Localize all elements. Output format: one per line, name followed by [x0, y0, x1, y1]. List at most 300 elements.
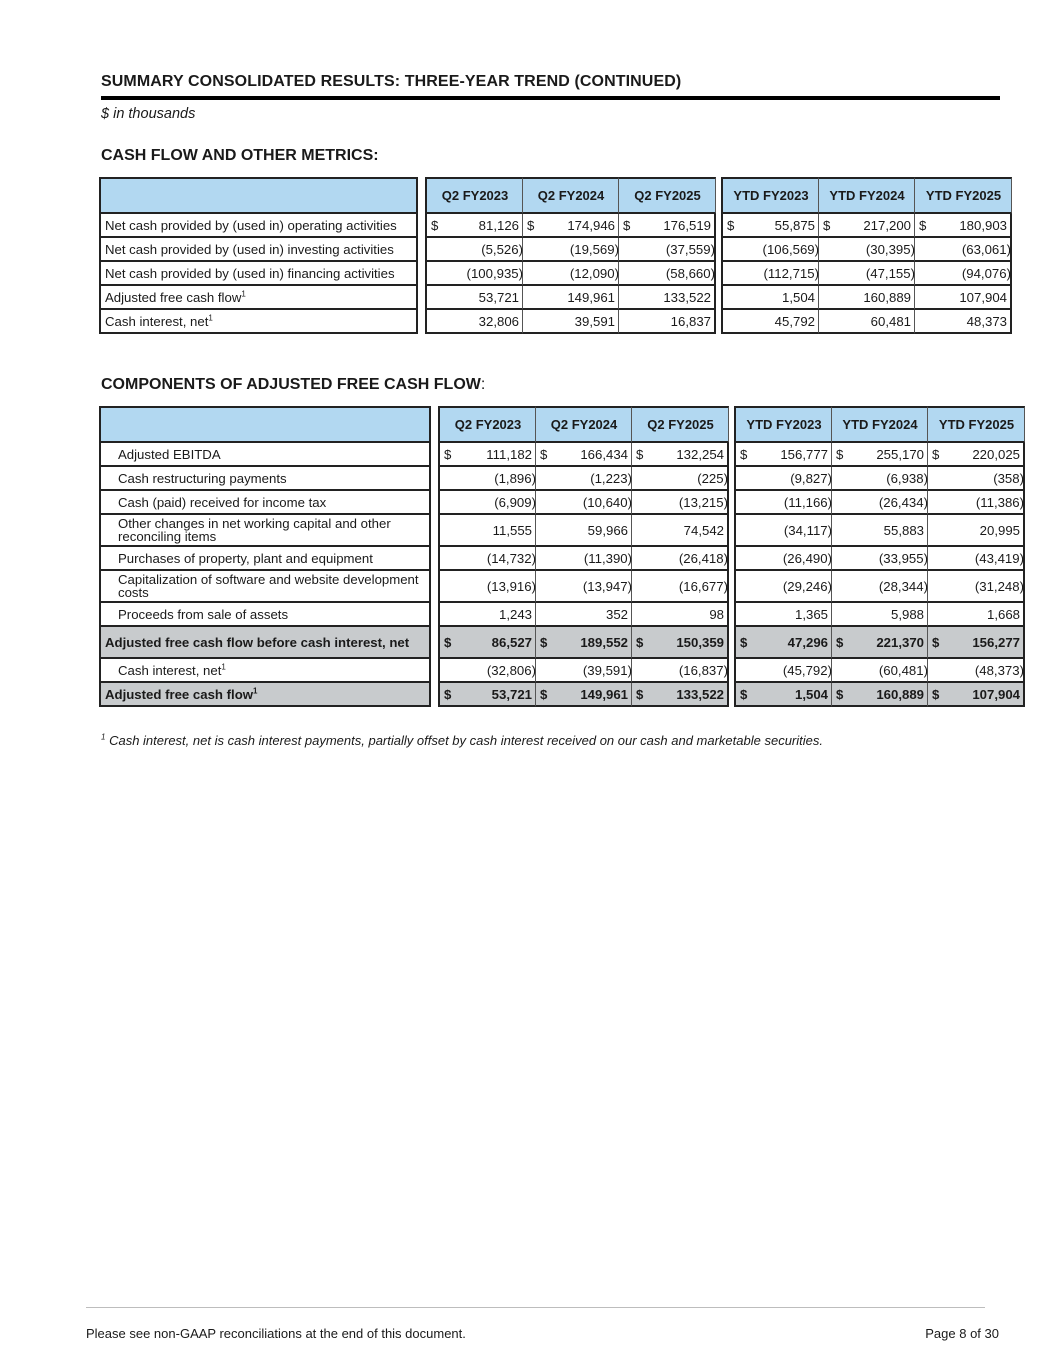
currency-symbol: $: [527, 217, 535, 233]
cell-value: (33,955): [878, 550, 928, 566]
row-label: [99, 571, 431, 603]
value-cell: [619, 214, 716, 238]
cell-value: 81,126: [478, 217, 519, 233]
currency-symbol: $: [740, 686, 748, 702]
row-label: [99, 286, 418, 310]
row-label-text: Other changes in net working capital and other reconciling items: [118, 516, 391, 544]
currency-symbol: $: [431, 217, 439, 233]
currency-symbol: $: [540, 686, 548, 702]
cell-value: (11,166): [783, 494, 832, 510]
column-gap: [431, 443, 438, 467]
value-cell: [928, 571, 1025, 603]
column-gap: [418, 177, 425, 214]
column-header: YTD FY2025: [928, 406, 1025, 443]
cell-value: (100,935): [466, 265, 523, 281]
currency-symbol: $: [444, 634, 452, 650]
row-label: [99, 214, 418, 238]
value-cell: [536, 627, 632, 659]
value-cell: [632, 467, 729, 491]
cell-value: (26,434): [878, 494, 928, 510]
cell-value: 133,522: [676, 686, 724, 702]
components-table: [99, 406, 1025, 707]
cell-value: 1,243: [498, 606, 532, 622]
value-cell: [619, 238, 716, 262]
currency-symbol: $: [727, 217, 735, 233]
components-section-title: [101, 376, 485, 394]
value-cell: [438, 467, 536, 491]
table-row: [99, 603, 1025, 627]
cell-value: 150,359: [676, 634, 724, 650]
cell-value: 156,777: [780, 446, 828, 462]
cell-value: (16,677): [678, 578, 728, 594]
value-cell: [915, 286, 1012, 310]
value-cell: [438, 571, 536, 603]
row-label-text: Adjusted EBITDA: [118, 446, 221, 462]
value-cell: [819, 238, 915, 262]
table-row: [99, 659, 1025, 683]
value-cell: [438, 603, 536, 627]
cell-value: 107,904: [959, 289, 1007, 305]
column-gap: [418, 214, 425, 238]
currency-symbol: $: [932, 686, 940, 702]
footnote-marker: 1: [101, 732, 106, 742]
cash-flow-metrics-table: [99, 177, 1012, 334]
cell-value: 107,904: [972, 686, 1020, 702]
value-cell: [632, 515, 729, 547]
cell-value: (10,640): [582, 494, 632, 510]
row-label-text: Proceeds from sale of assets: [118, 606, 289, 622]
table-header-row: [99, 406, 1025, 443]
row-label-text: Adjusted free cash flow: [105, 686, 254, 702]
value-cell: [928, 627, 1025, 659]
cell-value: 20,995: [979, 522, 1020, 538]
column-header: Q2 FY2023: [425, 177, 523, 214]
cell-value: 111,182: [486, 446, 532, 462]
currency-symbol: $: [540, 446, 548, 462]
value-cell: [721, 214, 819, 238]
value-cell: [832, 467, 928, 491]
cell-value: 1,504: [781, 289, 815, 305]
value-cell: [734, 627, 832, 659]
cell-value: (1,223): [590, 470, 632, 486]
cell-value: 11,555: [492, 522, 532, 538]
value-cell: [438, 659, 536, 683]
row-label: [99, 467, 431, 491]
cell-value: (13,916): [486, 578, 536, 594]
value-cell: [632, 683, 729, 707]
cell-value: 86,527: [491, 634, 532, 650]
table-row: [99, 547, 1025, 571]
table-row: [99, 491, 1025, 515]
cell-value: (48,373): [974, 662, 1024, 678]
cell-value: (30,395): [865, 241, 915, 257]
cell-value: (12,090): [569, 265, 619, 281]
cell-value: 47,296: [787, 634, 828, 650]
currency-symbol: $: [740, 446, 748, 462]
value-cell: [832, 443, 928, 467]
footer-divider: [86, 1307, 985, 1308]
value-cell: [536, 443, 632, 467]
cell-value: 180,903: [959, 217, 1007, 233]
cell-value: (5,526): [481, 241, 523, 257]
value-cell: [425, 310, 523, 334]
cell-value: (6,909): [494, 494, 536, 510]
value-cell: [425, 286, 523, 310]
row-label: [99, 547, 431, 571]
row-label-text: Net cash provided by (used in) operating activities: [105, 217, 397, 233]
cell-value: 160,889: [863, 289, 911, 305]
value-cell: [928, 603, 1025, 627]
table-row: [99, 262, 1012, 286]
cell-value: (19,569): [569, 241, 619, 257]
row-label: [99, 515, 431, 547]
row-label: [99, 491, 431, 515]
column-header: YTD FY2023: [721, 177, 819, 214]
cell-value: 1,365: [794, 606, 828, 622]
cell-value: 221,370: [876, 634, 924, 650]
cell-value: (13,947): [582, 578, 632, 594]
cash-flow-section-title: CASH FLOW AND OTHER METRICS:: [101, 147, 379, 164]
column-header: YTD FY2025: [915, 177, 1012, 214]
value-cell: [832, 547, 928, 571]
column-header: Q2 FY2025: [619, 177, 716, 214]
value-cell: [832, 515, 928, 547]
footnote: [101, 733, 823, 748]
cell-value: 1,668: [986, 606, 1020, 622]
column-gap: [431, 547, 438, 571]
cell-value: (1,896): [494, 470, 536, 486]
currency-symbol: $: [836, 634, 844, 650]
value-cell: [734, 443, 832, 467]
cell-value: 39,591: [574, 313, 615, 329]
column-header: Q2 FY2024: [523, 177, 619, 214]
cell-value: (39,591): [582, 662, 632, 678]
value-cell: [832, 571, 928, 603]
value-cell: [832, 491, 928, 515]
value-cell: [734, 515, 832, 547]
table-row: [99, 286, 1012, 310]
table-row: [99, 627, 1025, 659]
row-label: [99, 310, 418, 334]
column-header: YTD FY2024: [832, 406, 928, 443]
cell-value: 48,373: [966, 313, 1007, 329]
column-gap: [431, 683, 438, 707]
value-cell: [832, 659, 928, 683]
currency-symbol: $: [740, 634, 748, 650]
value-cell: [734, 491, 832, 515]
cell-value: (16,837): [678, 662, 728, 678]
column-gap: [431, 406, 438, 443]
components-section-title-text: COMPONENTS OF ADJUSTED FREE CASH FLOW: [101, 376, 481, 393]
cell-value: 60,481: [870, 313, 911, 329]
cell-value: 352: [605, 606, 628, 622]
cell-value: 59,966: [587, 522, 628, 538]
row-label-text: Net cash provided by (used in) investing activities: [105, 241, 394, 257]
value-cell: [536, 547, 632, 571]
currency-symbol: $: [932, 634, 940, 650]
cell-value: (26,490): [782, 550, 832, 566]
value-cell: [425, 238, 523, 262]
value-cell: [438, 627, 536, 659]
cell-value: (112,715): [763, 265, 819, 281]
table-row: [99, 214, 1012, 238]
value-cell: [632, 659, 729, 683]
footnote-ref: 1: [221, 662, 226, 672]
cell-value: 189,552: [580, 634, 628, 650]
cell-value: 98: [709, 606, 724, 622]
value-cell: [928, 659, 1025, 683]
cell-value: (63,061): [961, 241, 1011, 257]
cell-value: 166,434: [580, 446, 628, 462]
cell-value: 174,946: [567, 217, 615, 233]
currency-symbol: $: [444, 446, 452, 462]
value-cell: [832, 683, 928, 707]
value-cell: [721, 262, 819, 286]
value-cell: [734, 547, 832, 571]
cell-value: 160,889: [876, 686, 924, 702]
cell-value: 53,721: [491, 686, 532, 702]
table-row: [99, 683, 1025, 707]
row-label-text: Cash interest, net: [118, 662, 222, 678]
currency-symbol: $: [623, 217, 631, 233]
cell-value: 45,792: [774, 313, 815, 329]
value-cell: [734, 659, 832, 683]
cell-value: (47,155): [865, 265, 915, 281]
row-label: [99, 627, 431, 659]
row-label: [99, 683, 431, 707]
header-blank-cell: [99, 406, 431, 443]
row-label-text: Adjusted free cash flow before cash interest, net: [105, 634, 410, 650]
column-header: Q2 FY2024: [536, 406, 632, 443]
column-header: Q2 FY2023: [438, 406, 536, 443]
value-cell: [438, 491, 536, 515]
cell-value: (31,248): [974, 578, 1024, 594]
value-cell: [438, 443, 536, 467]
column-header: Q2 FY2025: [632, 406, 729, 443]
cell-value: 220,025: [972, 446, 1020, 462]
currency-symbol: $: [540, 634, 548, 650]
cell-value: (34,117): [783, 522, 832, 538]
row-label-text: Adjusted free cash flow: [105, 289, 242, 305]
value-cell: [832, 627, 928, 659]
value-cell: [619, 262, 716, 286]
currency-symbol: $: [636, 446, 644, 462]
cell-value: 53,721: [478, 289, 519, 305]
footnote-ref: 1: [241, 289, 246, 299]
value-cell: [632, 603, 729, 627]
value-cell: [915, 310, 1012, 334]
value-cell: [819, 262, 915, 286]
currency-symbol: $: [823, 217, 831, 233]
value-cell: [425, 214, 523, 238]
row-label-text: Cash restructuring payments: [118, 470, 287, 486]
value-cell: [523, 238, 619, 262]
currency-symbol: $: [836, 686, 844, 702]
cell-value: (43,419): [974, 550, 1024, 566]
currency-symbol: $: [444, 686, 452, 702]
cell-value: (60,481): [878, 662, 928, 678]
cell-value: 16,837: [670, 313, 711, 329]
value-cell: [832, 603, 928, 627]
value-cell: [523, 262, 619, 286]
page-number: Page 8 of 30: [925, 1326, 999, 1341]
value-cell: [425, 262, 523, 286]
row-label: [99, 443, 431, 467]
cell-value: 5,988: [890, 606, 924, 622]
row-label-text: Cash (paid) received for income tax: [118, 494, 327, 510]
row-label: [99, 659, 431, 683]
value-cell: [632, 443, 729, 467]
value-cell: [536, 571, 632, 603]
column-gap: [418, 286, 425, 310]
column-gap: [431, 659, 438, 683]
value-cell: [915, 238, 1012, 262]
value-cell: [438, 683, 536, 707]
value-cell: [536, 603, 632, 627]
value-cell: [619, 310, 716, 334]
cell-value: 176,519: [663, 217, 711, 233]
value-cell: [734, 571, 832, 603]
value-cell: [632, 627, 729, 659]
column-header: YTD FY2023: [734, 406, 832, 443]
value-cell: [915, 262, 1012, 286]
cell-value: 55,883: [883, 522, 924, 538]
cell-value: (6,938): [886, 470, 928, 486]
components-section-title-colon: :: [480, 376, 486, 393]
table-header-row: [99, 177, 1012, 214]
cell-value: (225): [697, 470, 728, 486]
value-cell: [819, 286, 915, 310]
value-cell: [928, 443, 1025, 467]
row-label-text: Capitalization of software and website development costs: [118, 572, 419, 600]
value-cell: [928, 547, 1025, 571]
table-row: [99, 467, 1025, 491]
row-label: [99, 262, 418, 286]
cell-value: 217,200: [863, 217, 911, 233]
cell-value: (29,246): [782, 578, 832, 594]
column-gap: [431, 571, 438, 603]
value-cell: [721, 286, 819, 310]
cell-value: (9,827): [790, 470, 832, 486]
cell-value: 149,961: [580, 686, 628, 702]
cell-value: 32,806: [478, 313, 519, 329]
value-cell: [523, 310, 619, 334]
cell-value: 133,522: [663, 289, 711, 305]
cell-value: (32,806): [486, 662, 536, 678]
value-cell: [721, 238, 819, 262]
cell-value: 1,504: [794, 686, 828, 702]
value-cell: [536, 659, 632, 683]
value-cell: [928, 467, 1025, 491]
column-gap: [431, 627, 438, 659]
footnote-ref: 1: [253, 686, 258, 696]
value-cell: [734, 467, 832, 491]
row-label-text: Cash interest, net: [105, 313, 209, 329]
page-title: SUMMARY CONSOLIDATED RESULTS: THREE-YEAR TREND (CONTINUED): [101, 73, 1000, 100]
column-gap: [431, 603, 438, 627]
value-cell: [721, 310, 819, 334]
cell-value: (11,390): [583, 550, 632, 566]
value-cell: [915, 214, 1012, 238]
column-gap: [431, 491, 438, 515]
table-row: [99, 571, 1025, 603]
value-cell: [523, 286, 619, 310]
row-label-text: Net cash provided by (used in) financing activities: [105, 265, 395, 281]
value-cell: [536, 683, 632, 707]
value-cell: [523, 214, 619, 238]
value-cell: [928, 515, 1025, 547]
cell-value: 132,254: [676, 446, 724, 462]
cell-value: (358): [993, 470, 1024, 486]
units-note: $ in thousands: [101, 106, 196, 122]
footer-note: Please see non-GAAP reconciliations at the end of this document.: [86, 1326, 466, 1341]
cell-value: (28,344): [878, 578, 928, 594]
table-row: [99, 515, 1025, 547]
cell-value: (14,732): [486, 550, 536, 566]
currency-symbol: $: [636, 686, 644, 702]
cell-value: (37,559): [665, 241, 715, 257]
value-cell: [734, 603, 832, 627]
cell-value: 74,542: [683, 522, 724, 538]
cell-value: (11,386): [975, 494, 1024, 510]
value-cell: [734, 683, 832, 707]
row-label-text: Purchases of property, plant and equipment: [118, 550, 373, 566]
currency-symbol: $: [919, 217, 927, 233]
value-cell: [819, 214, 915, 238]
table-row: [99, 443, 1025, 467]
column-gap: [418, 238, 425, 262]
column-gap: [418, 310, 425, 334]
cell-value: 255,170: [876, 446, 924, 462]
table-row: [99, 238, 1012, 262]
value-cell: [819, 310, 915, 334]
currency-symbol: $: [636, 634, 644, 650]
row-label: [99, 238, 418, 262]
value-cell: [928, 491, 1025, 515]
cell-value: (58,660): [665, 265, 715, 281]
footnote-text: Cash interest, net is cash interest payments, partially offset by cash interest received on our cash and marketable securities.: [109, 733, 823, 748]
column-gap: [418, 262, 425, 286]
value-cell: [928, 683, 1025, 707]
value-cell: [536, 491, 632, 515]
cell-value: (45,792): [782, 662, 832, 678]
cell-value: (94,076): [961, 265, 1011, 281]
value-cell: [536, 467, 632, 491]
value-cell: [438, 515, 536, 547]
value-cell: [619, 286, 716, 310]
value-cell: [632, 547, 729, 571]
table-row: [99, 310, 1012, 334]
row-label: [99, 603, 431, 627]
column-gap: [431, 515, 438, 547]
header-blank-cell: [99, 177, 418, 214]
cell-value: (13,215): [678, 494, 728, 510]
currency-symbol: $: [836, 446, 844, 462]
cell-value: (106,569): [762, 241, 819, 257]
footnote-ref: 1: [208, 313, 213, 323]
currency-symbol: $: [932, 446, 940, 462]
value-cell: [536, 515, 632, 547]
cell-value: (26,418): [678, 550, 728, 566]
value-cell: [632, 491, 729, 515]
column-gap: [431, 467, 438, 491]
value-cell: [632, 571, 729, 603]
cell-value: 55,875: [774, 217, 815, 233]
column-header: YTD FY2024: [819, 177, 915, 214]
value-cell: [438, 547, 536, 571]
cell-value: 156,277: [972, 634, 1020, 650]
cell-value: 149,961: [567, 289, 615, 305]
